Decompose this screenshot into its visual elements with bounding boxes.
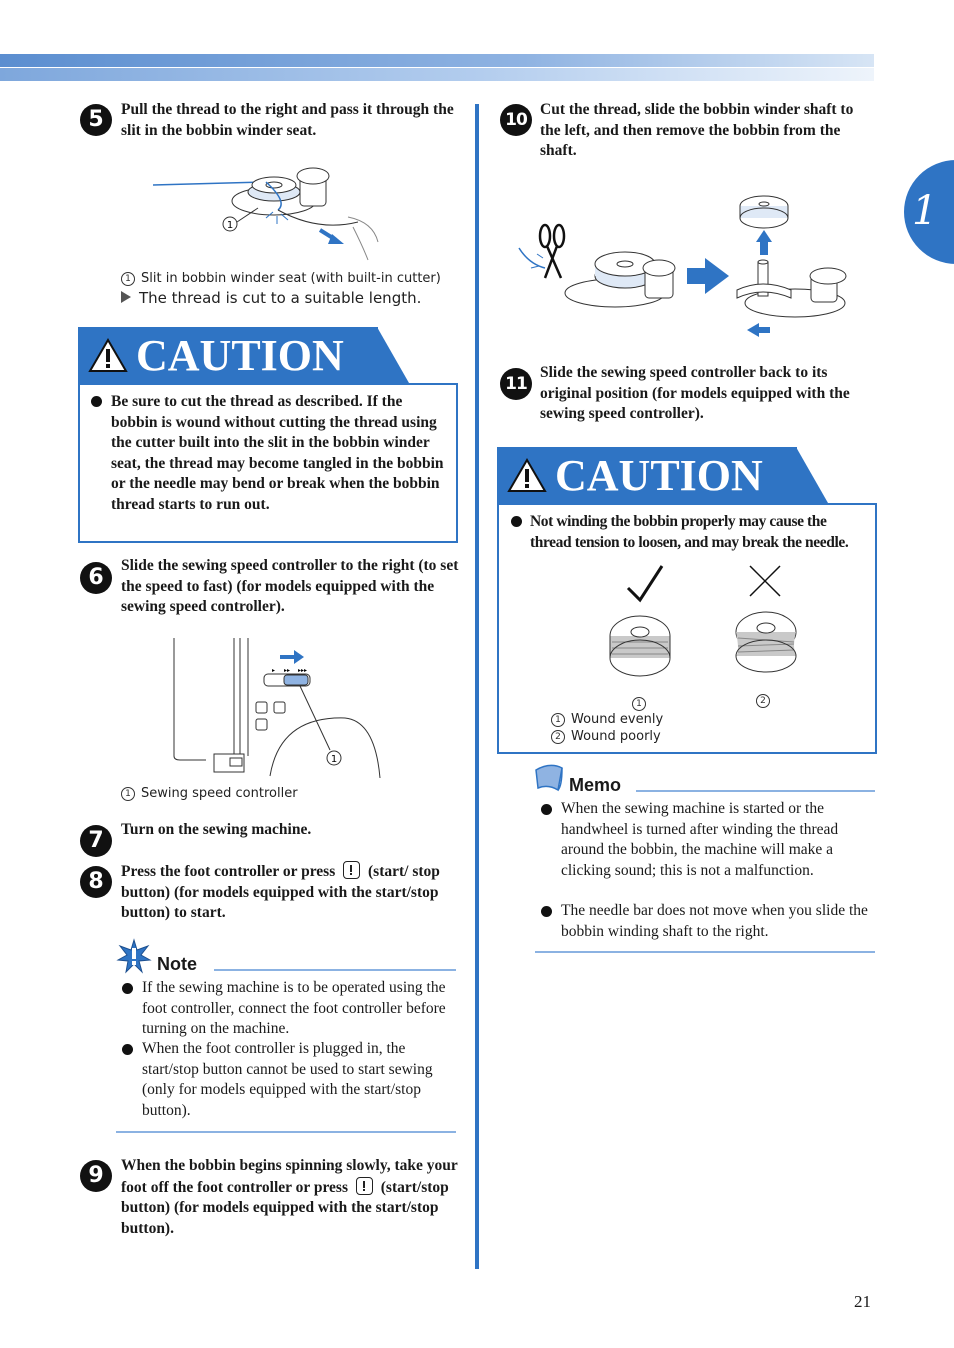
memo-item-1: When the sewing machine is started or the handwheel is turned after winding the thread around the bobbin, the machine will make a clicking sound; this is not a malfunction. bbox=[561, 800, 839, 879]
memo-rule-bottom bbox=[535, 951, 875, 953]
step-11-text: Slide the sewing speed controller back to its original position (for models equipped with the sewing speed controller). bbox=[540, 364, 850, 422]
caution-title-2: CAUTION bbox=[555, 450, 763, 500]
bobbin-winder-seat-illustration bbox=[148, 152, 388, 264]
caution-header-1 bbox=[78, 327, 378, 383]
memo-rule-top bbox=[636, 790, 875, 792]
chapter-number: 1 bbox=[912, 188, 938, 234]
step-5-result bbox=[121, 289, 421, 307]
caution-2-caption-1 bbox=[551, 711, 663, 728]
arrow-right-icon bbox=[687, 258, 729, 294]
step-6-number: 6 bbox=[80, 562, 112, 594]
caution-header-2-slant bbox=[796, 447, 828, 503]
note-icon bbox=[116, 938, 152, 974]
cross-icon bbox=[750, 566, 780, 596]
step-5-caption bbox=[121, 270, 441, 287]
speed-controller-illustration bbox=[170, 636, 385, 780]
step-10-text: Cut the thread, slide the bobbin winder shaft to the left, and then remove the bobbin from the shaft. bbox=[540, 101, 854, 159]
caution-2-caption-2 bbox=[551, 728, 661, 745]
callout-marker: 1 bbox=[121, 272, 135, 286]
callout-marker: 1 bbox=[121, 787, 135, 801]
caution-1-text: Be sure to cut the thread as described. If the bobbin is wound without cutting the thread using the cutter built into the slit in the bobbin winder seat, the thread may become tangled in the bobbin or the needle may bend or break when the bobbin thread starts to run out. bbox=[111, 393, 444, 513]
step-5-caption-text: Slit in bobbin winder seat (with built-in cutter) bbox=[141, 271, 441, 286]
memo-item-2: The needle bar does not move when you slide the bobbin winding shaft to the right. bbox=[561, 902, 868, 940]
caution-header-1-slant bbox=[377, 327, 409, 383]
start-stop-button-icon bbox=[356, 1177, 373, 1195]
header-band-top bbox=[0, 54, 874, 67]
bullet bbox=[122, 983, 133, 994]
memo-icon bbox=[532, 762, 568, 794]
wound-poorly-marker: 2 bbox=[756, 689, 776, 708]
wound-evenly-marker: 1 bbox=[632, 692, 652, 711]
warning-triangle-icon bbox=[505, 455, 549, 495]
result-arrow-icon bbox=[121, 291, 131, 303]
step-5-text: Pull the thread to the right and pass it through the slit in the bobbin winder seat. bbox=[121, 101, 454, 139]
step-8-text bbox=[121, 861, 461, 924]
callout-marker: 1 bbox=[551, 713, 565, 727]
bullet bbox=[511, 516, 522, 527]
column-divider bbox=[475, 104, 479, 1269]
step-9-text-b: (start/stop button) (for models equipped with the start/stop button). bbox=[121, 1178, 449, 1237]
bullet bbox=[541, 804, 552, 815]
memo-title: Memo bbox=[569, 775, 622, 795]
bullet bbox=[541, 906, 552, 917]
step-8-text-a: Press the foot controller or press bbox=[121, 863, 336, 880]
note-item-2: When the foot controller is plugged in, the start/stop button cannot be used to start sewing (only for models equipped with the start/stop button). bbox=[142, 1040, 433, 1119]
step-6-text: Slide the sewing speed controller to the right (to set the speed to fast) (for models equipped with the sewing speed controller). bbox=[121, 557, 459, 615]
note-item-1: If the sewing machine is to be operated using the foot controller, connect the foot controller before turning on the machine. bbox=[142, 979, 446, 1037]
svg-text:1: 1 bbox=[226, 220, 234, 231]
step-6-caption bbox=[121, 785, 298, 802]
header-band-bottom bbox=[0, 68, 874, 81]
note-title: Note bbox=[157, 954, 197, 974]
step-5-number: 5 bbox=[80, 104, 112, 136]
step-11-number: 11 bbox=[500, 368, 532, 400]
caution-2-text: Not winding the bobbin properly may cause the thread tension to loosen, and may break the needle. bbox=[530, 513, 849, 551]
scissors-icon bbox=[540, 225, 564, 278]
bullet bbox=[122, 1044, 133, 1055]
caution-header-2 bbox=[497, 447, 797, 503]
caution-title-1: CAUTION bbox=[136, 330, 344, 380]
step-9-text-a: When the bobbin begins spinning slowly, take your foot off the foot controller or press bbox=[121, 1157, 458, 1196]
note-rule-top bbox=[214, 969, 456, 971]
svg-text:▸: ▸ bbox=[272, 667, 276, 674]
callout-marker: 2 bbox=[551, 730, 565, 744]
page-number: 21 bbox=[854, 1292, 871, 1311]
bullet bbox=[91, 396, 102, 407]
warning-triangle-icon bbox=[86, 335, 130, 375]
step-7-number: 7 bbox=[80, 825, 112, 857]
step-7-text: Turn on the sewing machine. bbox=[121, 821, 312, 838]
step-10-number: 10 bbox=[500, 104, 532, 136]
step-8-number: 8 bbox=[80, 866, 112, 898]
arrow-left-icon bbox=[747, 323, 770, 337]
step-5-result-text: The thread is cut to a suitable length. bbox=[139, 289, 422, 307]
caption-wound-evenly: Wound evenly bbox=[571, 712, 664, 727]
caption-wound-poorly: Wound poorly bbox=[571, 729, 661, 744]
step-6-caption-text: Sewing speed controller bbox=[141, 786, 298, 801]
remove-bobbin-illustration bbox=[515, 178, 855, 343]
note-rule-bottom bbox=[116, 1131, 456, 1133]
start-stop-button-icon bbox=[343, 861, 360, 879]
step-8-text-b: (start/ stop button) (for models equipped with the start/stop button) to start. bbox=[121, 863, 440, 921]
svg-text:1: 1 bbox=[330, 754, 338, 765]
step-9-text bbox=[121, 1156, 461, 1239]
bobbin-comparison-illustration bbox=[600, 560, 810, 710]
arrow-up-icon bbox=[756, 230, 772, 255]
svg-text:▸▸: ▸▸ bbox=[284, 667, 291, 674]
check-icon bbox=[628, 566, 662, 600]
svg-text:▸▸▸: ▸▸▸ bbox=[298, 667, 308, 674]
step-9-number: 9 bbox=[80, 1160, 112, 1192]
